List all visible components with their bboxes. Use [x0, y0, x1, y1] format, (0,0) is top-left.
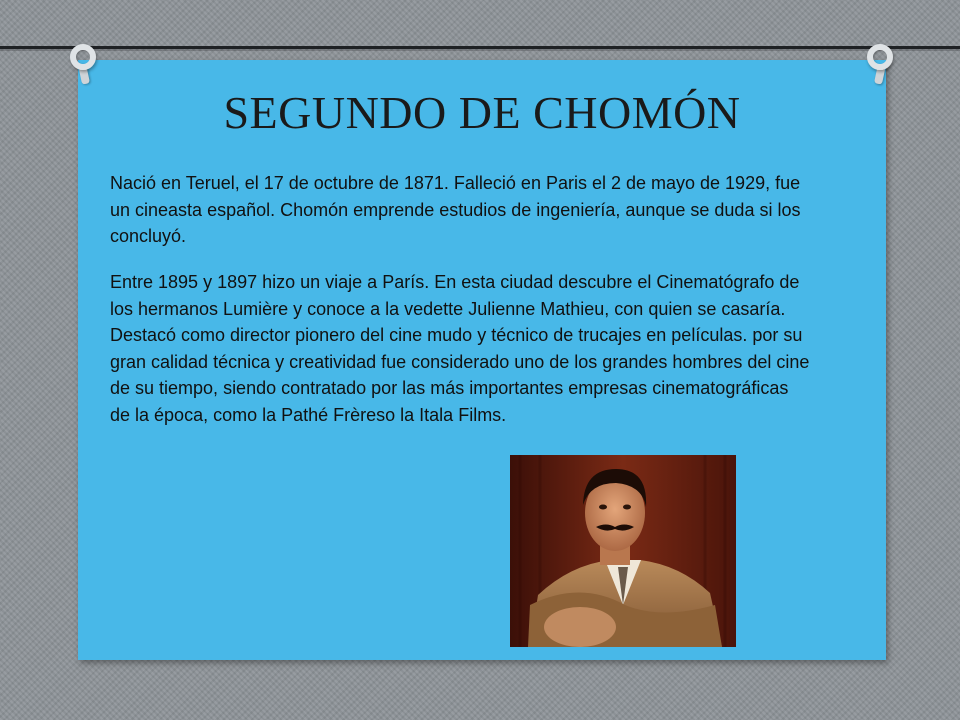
paper-clip-icon-right [867, 44, 893, 70]
portrait-photo [510, 455, 736, 647]
paragraph-biography-intro: Nació en Teruel, el 17 de octubre de 1871. Falleció en Paris el 2 de mayo de 1929, fue un cineasta español. Chomón emprende estudios de ingeniería, aunque se duda si los concluyó. [110, 173, 801, 246]
paragraph-biography-career: Entre 1895 y 1897 hizo un viaje a París. En esta ciudad descubre el Cinematógrafo de los hermanos Lumière y conoce a la vedette Julienne Mathieu, con quien se casaría. Destacó como director pionero del cine mudo y técnico de trucajes en películas. por su gran calidad técnica y creatividad fue considerado uno de los grandes hombres del cine de su tiempo, siendo contratado por las más importantes empresas cinematográficas de la época, como la Pathé Frèreso la Itala Films. [110, 272, 810, 425]
slide-title: SEGUNDO DE CHOMÓN [223, 87, 741, 138]
paper-clip-icon-left [70, 44, 96, 70]
top-rule-shadow [0, 49, 960, 51]
